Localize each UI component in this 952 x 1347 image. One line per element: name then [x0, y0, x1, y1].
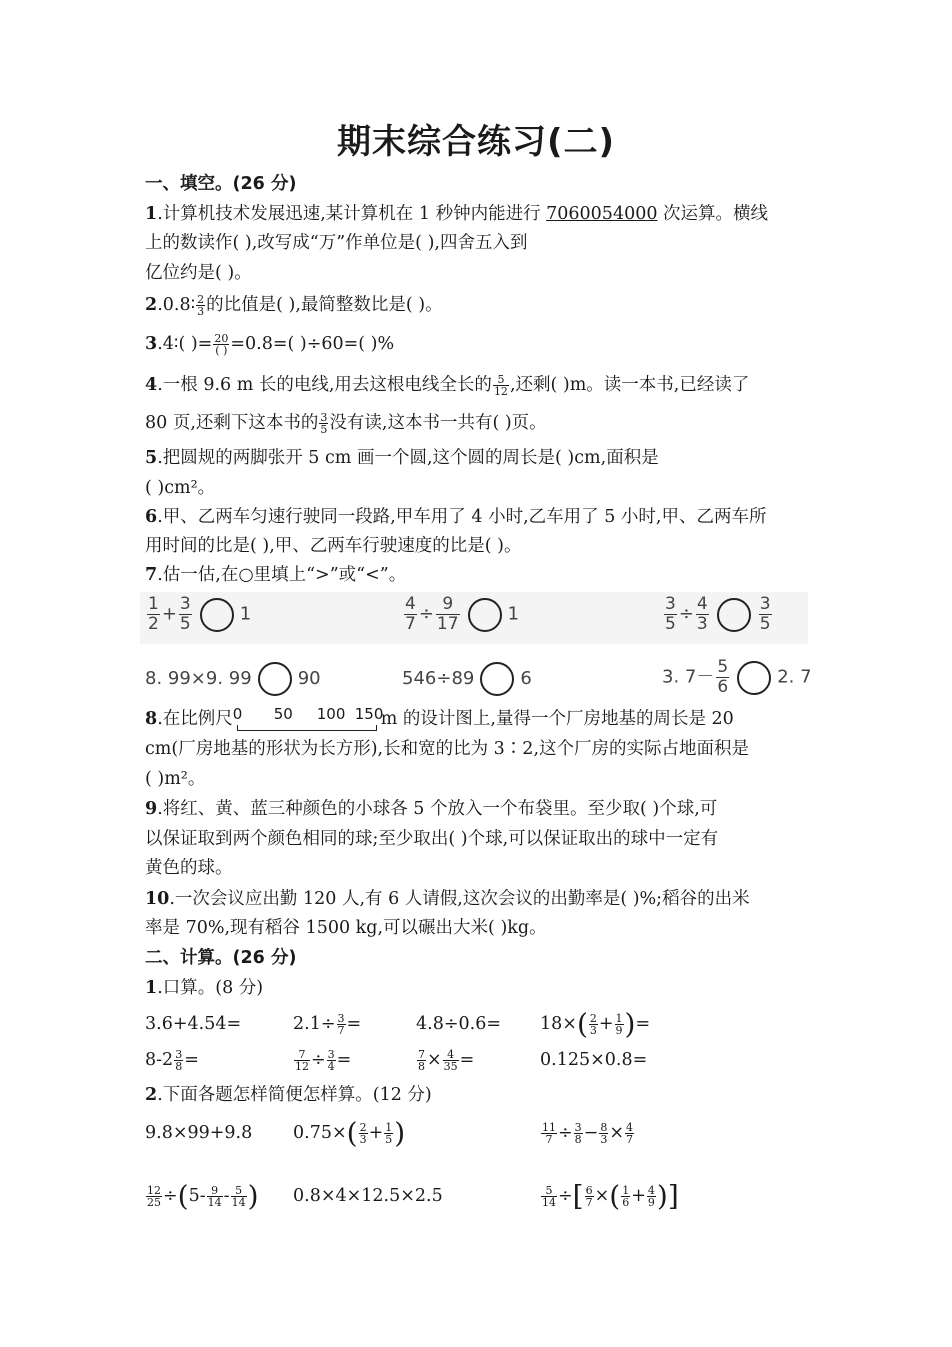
simplify-2: 0.75×( $\frac{2}{3}$ + $\frac{1}{5}$ ) [293, 1116, 406, 1150]
question-9-line-2: 以保证取到两个颜色相同的球;至少取出( )个球,可以保证取出的球中一定有 [145, 829, 719, 849]
question-2 [145, 293, 443, 317]
estimate-1: $\frac{1}{2}$ + $\frac{3}{5}$ 1 [148, 594, 252, 634]
oral-calc-2: 2.1÷ $\frac{3}{7}$ = [293, 1012, 362, 1037]
estimate-2: $\frac{4}{7}$ ÷ $\frac{9}{17}$ 1 [405, 594, 520, 634]
oral-calc-4: 18×( $\frac{2}{3}$ + $\frac{1}{9}$ )= [540, 1007, 651, 1041]
underlined-number: 7060054000 [546, 204, 658, 224]
fraction: $\frac{20}{( )}$ [214, 332, 229, 357]
compare-circle[interactable] [258, 662, 292, 696]
oral-calc-5: 8-2 $\frac{3}{8}$ = [145, 1048, 199, 1073]
question-text: .计算机技术发展迅速,某计算机在 1 秒钟内能进行 [157, 204, 547, 224]
question-text: 80 页,还剩下这本书的 [145, 413, 319, 433]
question-number: 10 [145, 889, 170, 909]
section-2-heading: 二、计算。(26 分) [145, 948, 297, 968]
question-9-line-1 [145, 797, 717, 821]
question-number: 1 [145, 204, 158, 224]
question-1-line-1 [145, 202, 768, 226]
scale-unit: m [380, 709, 398, 729]
question-text: .把圆规的两脚张开 5 cm 画一个圆,这个圆的周长是( )cm,面积是 [157, 448, 659, 468]
oral-calc-3: 4.8÷0.6= [416, 1014, 501, 1034]
compare-circle[interactable] [737, 661, 771, 695]
question-number: 4 [145, 375, 158, 395]
simplify-4: $\frac{12}{25}$ ÷(5- $\frac{9}{14}$ - $\frac{5}{14}$ ) [147, 1179, 259, 1213]
estimate-4: 8. 99×9. 99 90 [145, 662, 321, 696]
question-text: .在比例尺 [157, 709, 233, 729]
question-text: 次运算。横线 [657, 204, 769, 224]
question-text: =0.8=( )÷60=( )% [230, 334, 395, 354]
question-text: .4∶( )= [157, 334, 213, 354]
simplify-3: $\frac{11}{7}$ ÷ $\frac{3}{8}$ − $\frac{8}{3}$ × $\frac{4}{7}$ [542, 1121, 634, 1146]
question-1-line-3: 亿位约是( )。 [145, 263, 252, 283]
oral-calc-7: $\frac{7}{8}$ × $\frac{4}{35}$ = [418, 1048, 475, 1073]
question-10-line-2: 率是 70%,现有稻谷 1500 kg,可以碾出大米( )kg。 [145, 918, 547, 938]
question-8-line-2: cm(厂房地基的形状为长方形),长和宽的比为 3∶2,这个厂房的实际占地面积是 [145, 739, 750, 759]
question-text: .0.8∶ [157, 295, 196, 315]
question-text: ,还剩( )m。读一本书,已经读了 [509, 375, 750, 395]
question-text: 的设计图上,量得一个厂房地基的周长是 20 [397, 709, 734, 729]
question-number: 1 [145, 978, 158, 998]
calc-1-heading [145, 976, 263, 1000]
question-number: 9 [145, 799, 158, 819]
fraction: $\frac{2}{3}$ [197, 293, 205, 318]
question-7 [145, 563, 406, 587]
question-text: .估一估,在○里填上“>”或“<”。 [157, 565, 407, 585]
simplify-1: 9.8×99+9.8 [145, 1123, 253, 1143]
question-6-line-1 [145, 505, 766, 529]
oral-calc-8: 0.125×0.8= [540, 1050, 648, 1070]
estimate-6: 3. 7－ $\frac{5}{6}$ 2. 7 [662, 657, 812, 697]
question-number: 2 [145, 1085, 158, 1105]
question-number: 7 [145, 565, 158, 585]
question-text: .口算。(8 分) [157, 978, 264, 998]
compare-circle[interactable] [200, 598, 234, 632]
oral-calc-6: $\frac{7}{12}$ ÷ $\frac{3}{4}$ = [295, 1048, 352, 1073]
question-1-line-2: 上的数读作( ),改写成“万”作单位是( ),四舍五入到 [145, 233, 528, 253]
question-text: .甲、乙两车匀速行驶同一段路,甲车用了 4 小时,乙车用了 5 小时,甲、乙两车所 [157, 507, 767, 527]
question-8-line-3: ( )m²。 [145, 769, 206, 789]
question-3 [145, 332, 394, 356]
question-text: 的比值是( ),最简整数比是( )。 [206, 295, 443, 315]
question-9-line-3: 黄色的球。 [145, 858, 233, 878]
compare-circle[interactable] [717, 598, 751, 632]
simplify-6: $\frac{5}{14}$ ÷[ $\frac{6}{7}$ ×( $\frac{1}{6}$ + $\frac{4}{9}$ )] [542, 1179, 679, 1213]
estimate-3: $\frac{3}{5}$ ÷ $\frac{4}{3}$ $\frac{3}{5}$ [665, 594, 771, 634]
question-text: 没有读,这本书一共有( )页。 [329, 413, 547, 433]
calc-2-heading [145, 1083, 432, 1107]
question-5-line-1 [145, 446, 659, 470]
question-number: 2 [145, 295, 158, 315]
question-text: .将红、黄、蓝三种颜色的小球各 5 个放入一个布袋里。至少取( )个球,可 [157, 799, 718, 819]
scale-bar: 0 50 100 150 [233, 708, 381, 732]
oral-calc-1: 3.6+4.54= [145, 1014, 242, 1034]
question-8-line-1 [145, 704, 734, 732]
question-number: 6 [145, 507, 158, 527]
question-10-line-1 [145, 887, 750, 911]
fraction: $\frac{5}{12}$ [493, 373, 508, 398]
question-4-line-1 [145, 373, 749, 397]
question-number: 3 [145, 334, 158, 354]
question-number: 5 [145, 448, 158, 468]
question-number: 8 [145, 709, 158, 729]
question-text: .下面各题怎样简便怎样算。(12 分) [157, 1085, 432, 1105]
question-text: .一次会议应出勤 120 人,有 6 人请假,这次会议的出勤率是( )%;稻谷的出米 [169, 889, 750, 909]
estimate-5: 546÷89 6 [402, 662, 532, 696]
simplify-5: 0.8×4×12.5×2.5 [293, 1186, 443, 1206]
compare-circle[interactable] [480, 662, 514, 696]
question-text: .一根 9.6 m 长的电线,用去这根电线全长的 [157, 375, 492, 395]
question-4-line-2 [145, 411, 547, 435]
compare-circle[interactable] [468, 598, 502, 632]
question-6-line-2: 用时间的比是( ),甲、乙两车行驶速度的比是( )。 [145, 536, 522, 556]
section-1-heading: 一、填空。(26 分) [145, 174, 297, 194]
fraction: $\frac{3}{5}$ [320, 411, 328, 436]
question-5-line-2: ( )cm²。 [145, 478, 216, 498]
page-title: 期末综合练习(二) [336, 122, 616, 162]
